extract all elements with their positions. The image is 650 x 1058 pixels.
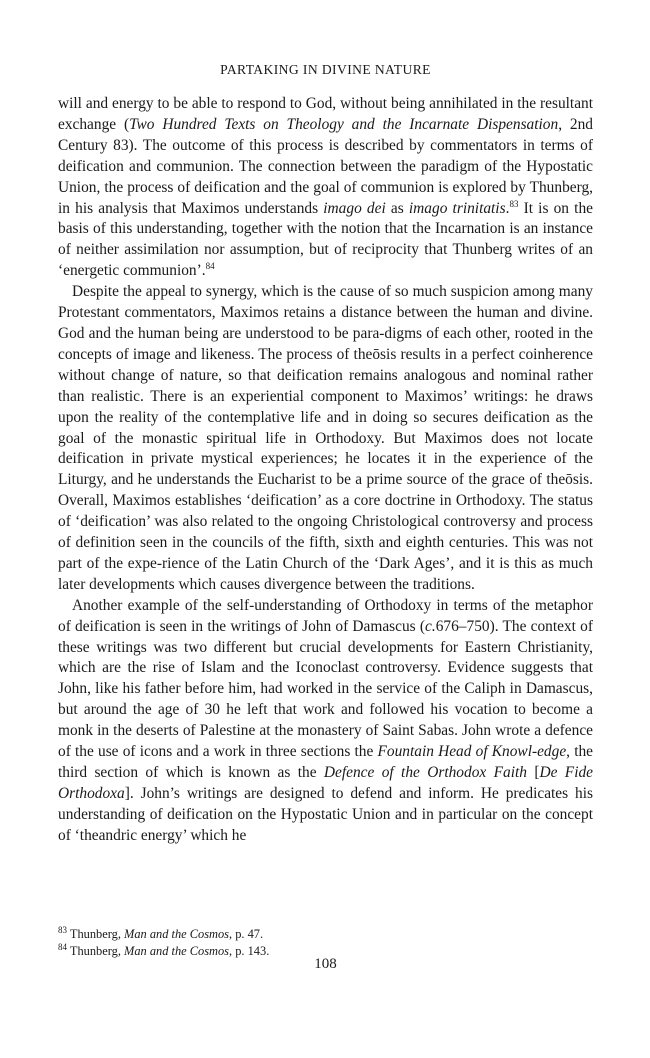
book-page: [58, 0, 593, 1058]
paragraph: [58, 282, 593, 596]
text-span: , the third section of which is known as the: [58, 743, 594, 781]
italic-span: Man and the Cosmos: [124, 927, 230, 941]
italic-span: Man and the Cosmos: [124, 944, 230, 958]
paragraph: [58, 596, 593, 847]
footnote-marker: 84: [205, 261, 215, 272]
footnotes: [58, 926, 593, 960]
body-text: [58, 94, 593, 847]
italic-span: Defence of the Orthodox Faith: [323, 764, 527, 781]
page-number: 108: [314, 956, 337, 972]
text-span: will and energy to be able to respond to God, without being annihilated in the resultant exchange (: [58, 95, 593, 133]
italic-span: c.: [425, 617, 436, 635]
footnote-marker: 83: [509, 198, 519, 209]
text-span: .: [505, 199, 510, 217]
footnote-marker: 84: [58, 941, 67, 952]
text-span: as: [385, 199, 409, 217]
text-span: , p. 47.: [229, 927, 264, 941]
text-span: , p. 143.: [229, 944, 270, 958]
running-head: PARTAKING IN DIVINE NATURE: [220, 62, 431, 77]
text-span: It is on the basis of this understanding, together with the notion that the Incarnation is an instance of neither assimilation nor assumption, but of reciprocity that Thunberg writes of an ‘energetic communion’.: [58, 199, 593, 280]
footnote-marker: 83: [58, 924, 67, 935]
text-span: , 2nd Century 83). The outcome of this process is described by commentators in terms of deification and communion. The connection between the paradigm of the Hypostatic Union, the process of deification and the goal of communion is explored by Thunberg, in his analysis that Maximos understands: [58, 115, 593, 217]
italic-span: Fountain Head of Knowl-edge: [377, 743, 567, 761]
italic-span: imago trinitatis: [408, 199, 506, 217]
text-span: Another example of the self-understanding of Orthodoxy in terms of the metaphor of deification is seen in the writings of John of Damascus (: [58, 596, 593, 635]
paragraph: [58, 94, 593, 282]
text-span: Despite the appeal to synergy, which is the cause of so much suspicion among many Protestant commentators, Maximos retains a distance between the human and divine. God and the human being are understood to be para-digms of each other, rooted in the concepts of image and likeness. The process of theōsis results in a perfect coinherence without change of nature, so that deification remains analogous and nominal rather than realistic. There is an experiential component to Maximos’ writings: he draws upon the reality of the contemplative life and in doing so secures deification as the goal of the monastic spiritual life in Orthodoxy. But Maximos does not locate deification in private mystical experiences; he locates it in the experience of the Liturgy, and he understands the Eucharist to be a prime source of the grace of theōsis. Overall, Maximos establishes ‘deification’ as a core doctrine in Orthodoxy. The status of ‘deification’ was also related to the ongoing Christological controversy and process of definition seen in the councils of the fifth, sixth and eighth centuries. This was not part of the expe-rience of the Latin Church of the ‘Dark Ages’, and it is this as much later developments which causes divergence between the traditions.: [58, 283, 593, 593]
text-span: Thunberg,: [67, 927, 125, 941]
italic-span: imago dei: [323, 199, 386, 217]
italic-span: De Fide Orthodoxa: [58, 764, 593, 802]
footnote: [58, 926, 593, 943]
italic-span: Two Hundred Texts on Theology and the Incarnate Dispensation: [129, 115, 559, 133]
text-span: 676–750). The context of these writings was two different but crucial developments for Eastern Christianity, which are the rise of Islam and the Iconoclast controversy. Evidence suggests that John, like his father before him, had worked in the service of the Caliph in Damascus, but around the age of 30 he left that work and followed his vocation to become a monk in the deserts of Palestine at the monastery of Saint Sabas. John wrote a defence of the use of icons and a work in three sections the: [58, 617, 594, 761]
text-span: [: [526, 764, 540, 781]
text-span: ]. John’s writings are designed to defend and inform. He predicates his understanding of deification on the Hypostatic Union and in particular on the concept of ‘theandric energy’ which he: [58, 784, 593, 844]
text-span: Thunberg,: [67, 944, 125, 958]
